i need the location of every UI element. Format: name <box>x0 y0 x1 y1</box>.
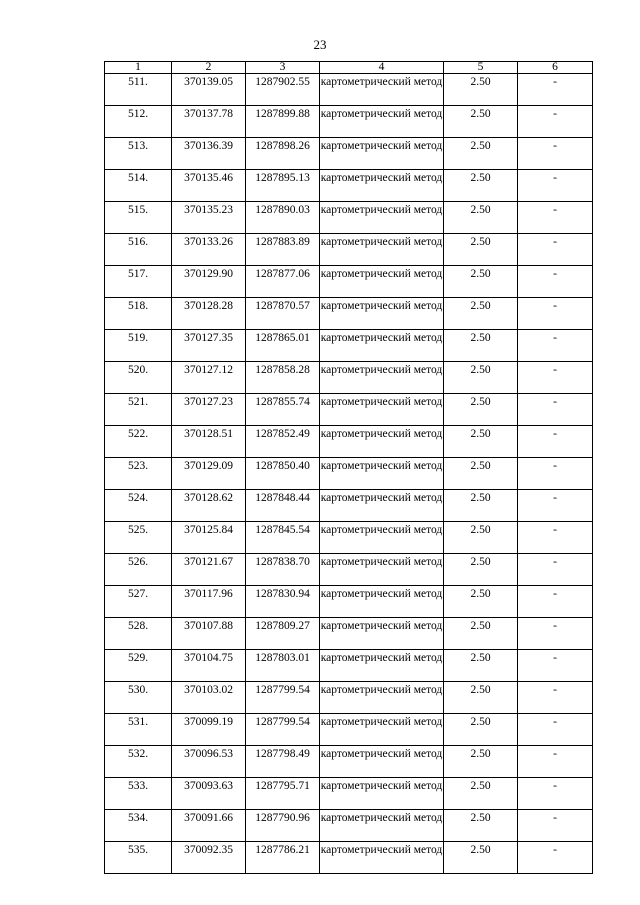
table-row <box>105 74 593 106</box>
cell-coord-y: 1287848.44 <box>246 490 320 522</box>
table-row <box>105 586 593 618</box>
cell-coord-x: 370127.12 <box>172 362 246 394</box>
column-header-5: 5 <box>444 62 518 74</box>
cell-coord-x: 370107.88 <box>172 618 246 650</box>
cell-accuracy: 2.50 <box>444 266 518 298</box>
cell-note: - <box>518 74 593 106</box>
table-row <box>105 170 593 202</box>
column-header-6: 6 <box>518 62 593 74</box>
table-row <box>105 618 593 650</box>
cell-coord-y: 1287798.49 <box>246 746 320 778</box>
cell-coord-x: 370135.46 <box>172 170 246 202</box>
cell-method: картометрический метод <box>320 618 444 650</box>
cell-coord-x: 370091.66 <box>172 810 246 842</box>
cell-point-number: 514. <box>105 170 172 202</box>
cell-point-number: 515. <box>105 202 172 234</box>
cell-coord-x: 370128.51 <box>172 426 246 458</box>
cell-coord-y: 1287799.54 <box>246 714 320 746</box>
cell-accuracy: 2.50 <box>444 298 518 330</box>
cell-point-number: 524. <box>105 490 172 522</box>
cell-accuracy: 2.50 <box>444 106 518 138</box>
cell-note: - <box>518 298 593 330</box>
cell-note: - <box>518 714 593 746</box>
coordinates-table <box>104 61 593 874</box>
cell-method: картометрический метод <box>320 202 444 234</box>
cell-point-number: 523. <box>105 458 172 490</box>
cell-note: - <box>518 330 593 362</box>
cell-coord-x: 370104.75 <box>172 650 246 682</box>
cell-point-number: 520. <box>105 362 172 394</box>
cell-coord-x: 370135.23 <box>172 202 246 234</box>
cell-note: - <box>518 618 593 650</box>
table-row <box>105 138 593 170</box>
cell-point-number: 532. <box>105 746 172 778</box>
table-row <box>105 842 593 874</box>
cell-accuracy: 2.50 <box>444 330 518 362</box>
cell-coord-y: 1287852.49 <box>246 426 320 458</box>
cell-coord-y: 1287845.54 <box>246 522 320 554</box>
cell-point-number: 535. <box>105 842 172 874</box>
cell-coord-x: 370136.39 <box>172 138 246 170</box>
cell-point-number: 525. <box>105 522 172 554</box>
table-row <box>105 394 593 426</box>
cell-coord-x: 370099.19 <box>172 714 246 746</box>
table-body <box>105 74 593 874</box>
cell-note: - <box>518 650 593 682</box>
cell-coord-y: 1287858.28 <box>246 362 320 394</box>
cell-method: картометрический метод <box>320 394 444 426</box>
cell-coord-y: 1287803.01 <box>246 650 320 682</box>
cell-accuracy: 2.50 <box>444 586 518 618</box>
cell-coord-x: 370117.96 <box>172 586 246 618</box>
cell-coord-y: 1287877.06 <box>246 266 320 298</box>
cell-coord-y: 1287830.94 <box>246 586 320 618</box>
cell-point-number: 528. <box>105 618 172 650</box>
cell-method: картометрический метод <box>320 586 444 618</box>
cell-point-number: 534. <box>105 810 172 842</box>
cell-note: - <box>518 426 593 458</box>
cell-point-number: 533. <box>105 778 172 810</box>
cell-accuracy: 2.50 <box>444 74 518 106</box>
cell-accuracy: 2.50 <box>444 554 518 586</box>
cell-point-number: 522. <box>105 426 172 458</box>
table-row <box>105 810 593 842</box>
cell-method: картометрический метод <box>320 106 444 138</box>
cell-point-number: 527. <box>105 586 172 618</box>
cell-method: картометрический метод <box>320 458 444 490</box>
cell-coord-y: 1287850.40 <box>246 458 320 490</box>
table-row <box>105 298 593 330</box>
cell-accuracy: 2.50 <box>444 234 518 266</box>
cell-coord-y: 1287899.88 <box>246 106 320 138</box>
cell-note: - <box>518 810 593 842</box>
cell-method: картометрический метод <box>320 778 444 810</box>
cell-method: картометрический метод <box>320 682 444 714</box>
cell-point-number: 530. <box>105 682 172 714</box>
cell-coord-x: 370121.67 <box>172 554 246 586</box>
cell-note: - <box>518 362 593 394</box>
cell-point-number: 521. <box>105 394 172 426</box>
table-row <box>105 202 593 234</box>
cell-note: - <box>518 106 593 138</box>
cell-point-number: 518. <box>105 298 172 330</box>
cell-accuracy: 2.50 <box>444 842 518 874</box>
cell-coord-y: 1287799.54 <box>246 682 320 714</box>
cell-method: картометрический метод <box>320 138 444 170</box>
cell-coord-y: 1287865.01 <box>246 330 320 362</box>
cell-accuracy: 2.50 <box>444 202 518 234</box>
table-row <box>105 650 593 682</box>
cell-note: - <box>518 682 593 714</box>
table-row <box>105 266 593 298</box>
cell-accuracy: 2.50 <box>444 746 518 778</box>
cell-coord-x: 370103.02 <box>172 682 246 714</box>
cell-coord-y: 1287809.27 <box>246 618 320 650</box>
table-row <box>105 330 593 362</box>
cell-accuracy: 2.50 <box>444 138 518 170</box>
column-header-3: 3 <box>246 62 320 74</box>
table-row <box>105 682 593 714</box>
cell-point-number: 512. <box>105 106 172 138</box>
cell-note: - <box>518 522 593 554</box>
cell-coord-y: 1287883.89 <box>246 234 320 266</box>
cell-accuracy: 2.50 <box>444 714 518 746</box>
cell-method: картометрический метод <box>320 714 444 746</box>
cell-coord-y: 1287902.55 <box>246 74 320 106</box>
cell-coord-x: 370128.62 <box>172 490 246 522</box>
cell-accuracy: 2.50 <box>444 362 518 394</box>
cell-method: картометрический метод <box>320 746 444 778</box>
cell-coord-x: 370093.63 <box>172 778 246 810</box>
cell-method: картометрический метод <box>320 650 444 682</box>
cell-coord-x: 370128.28 <box>172 298 246 330</box>
table-row <box>105 234 593 266</box>
cell-note: - <box>518 394 593 426</box>
cell-accuracy: 2.50 <box>444 170 518 202</box>
cell-method: картометрический метод <box>320 842 444 874</box>
page-number: 23 <box>313 37 327 52</box>
cell-note: - <box>518 490 593 522</box>
cell-note: - <box>518 234 593 266</box>
cell-note: - <box>518 138 593 170</box>
cell-accuracy: 2.50 <box>444 810 518 842</box>
cell-accuracy: 2.50 <box>444 618 518 650</box>
table-row <box>105 458 593 490</box>
cell-method: картометрический метод <box>320 74 444 106</box>
cell-method: картометрический метод <box>320 330 444 362</box>
cell-coord-y: 1287795.71 <box>246 778 320 810</box>
cell-coord-y: 1287790.96 <box>246 810 320 842</box>
table-row <box>105 554 593 586</box>
cell-coord-x: 370127.23 <box>172 394 246 426</box>
cell-point-number: 526. <box>105 554 172 586</box>
cell-coord-y: 1287895.13 <box>246 170 320 202</box>
cell-coord-y: 1287898.26 <box>246 138 320 170</box>
cell-method: картометрический метод <box>320 266 444 298</box>
cell-note: - <box>518 554 593 586</box>
cell-accuracy: 2.50 <box>444 650 518 682</box>
cell-note: - <box>518 842 593 874</box>
cell-coord-x: 370139.05 <box>172 74 246 106</box>
cell-coord-x: 370137.78 <box>172 106 246 138</box>
cell-point-number: 516. <box>105 234 172 266</box>
cell-accuracy: 2.50 <box>444 778 518 810</box>
header-row <box>105 62 593 74</box>
cell-point-number: 511. <box>105 74 172 106</box>
table-row <box>105 426 593 458</box>
cell-coord-y: 1287870.57 <box>246 298 320 330</box>
cell-accuracy: 2.50 <box>444 458 518 490</box>
cell-point-number: 529. <box>105 650 172 682</box>
cell-coord-y: 1287838.70 <box>246 554 320 586</box>
cell-coord-x: 370129.09 <box>172 458 246 490</box>
cell-note: - <box>518 266 593 298</box>
cell-point-number: 531. <box>105 714 172 746</box>
cell-coord-y: 1287890.03 <box>246 202 320 234</box>
cell-coord-y: 1287786.21 <box>246 842 320 874</box>
cell-method: картометрический метод <box>320 426 444 458</box>
table-row <box>105 714 593 746</box>
table-row <box>105 778 593 810</box>
cell-accuracy: 2.50 <box>444 490 518 522</box>
cell-method: картометрический метод <box>320 490 444 522</box>
cell-note: - <box>518 778 593 810</box>
cell-coord-x: 370096.53 <box>172 746 246 778</box>
cell-accuracy: 2.50 <box>444 522 518 554</box>
cell-coord-x: 370127.35 <box>172 330 246 362</box>
cell-accuracy: 2.50 <box>444 682 518 714</box>
cell-point-number: 513. <box>105 138 172 170</box>
cell-method: картометрический метод <box>320 554 444 586</box>
cell-accuracy: 2.50 <box>444 394 518 426</box>
cell-note: - <box>518 746 593 778</box>
table-row <box>105 106 593 138</box>
cell-method: картометрический метод <box>320 810 444 842</box>
cell-note: - <box>518 202 593 234</box>
cell-point-number: 519. <box>105 330 172 362</box>
cell-method: картометрический метод <box>320 170 444 202</box>
cell-method: картометрический метод <box>320 362 444 394</box>
cell-method: картометрический метод <box>320 522 444 554</box>
cell-accuracy: 2.50 <box>444 426 518 458</box>
cell-coord-x: 370092.35 <box>172 842 246 874</box>
table-header <box>105 62 593 74</box>
table-row <box>105 522 593 554</box>
cell-method: картометрический метод <box>320 234 444 266</box>
cell-coord-x: 370125.84 <box>172 522 246 554</box>
cell-note: - <box>518 170 593 202</box>
column-header-1: 1 <box>105 62 172 74</box>
cell-note: - <box>518 586 593 618</box>
cell-coord-y: 1287855.74 <box>246 394 320 426</box>
cell-note: - <box>518 458 593 490</box>
cell-point-number: 517. <box>105 266 172 298</box>
column-header-4: 4 <box>320 62 444 74</box>
cell-coord-x: 370133.26 <box>172 234 246 266</box>
cell-method: картометрический метод <box>320 298 444 330</box>
column-header-2: 2 <box>172 62 246 74</box>
table-row <box>105 490 593 522</box>
table-row <box>105 362 593 394</box>
table-row <box>105 746 593 778</box>
cell-coord-x: 370129.90 <box>172 266 246 298</box>
